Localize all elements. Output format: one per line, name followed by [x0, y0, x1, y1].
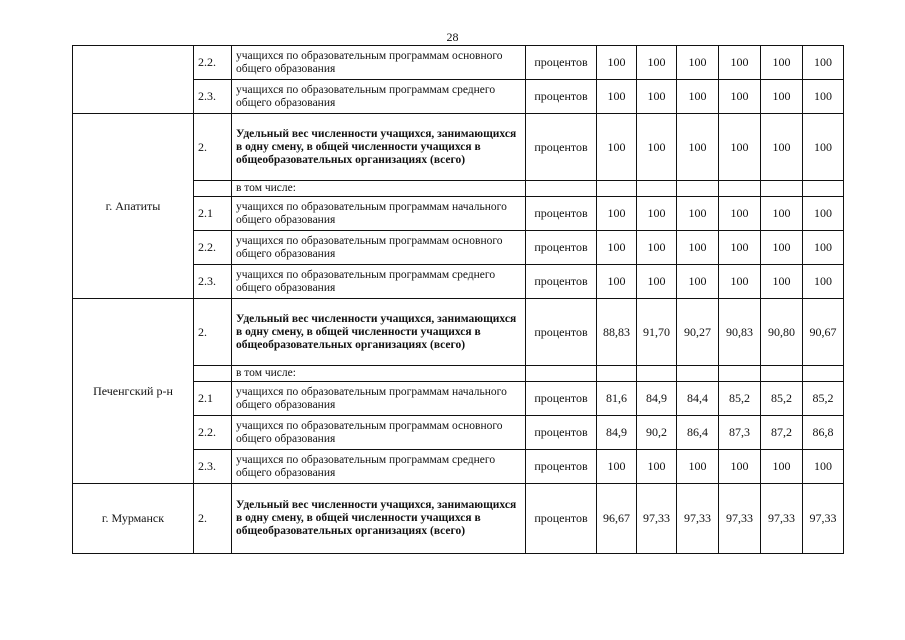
unit-cell: процентов: [526, 197, 597, 231]
value-cell: 90,67: [803, 299, 844, 366]
table-row: [73, 114, 844, 181]
value-cell: 100: [719, 197, 761, 231]
value-cell: 85,2: [803, 382, 844, 416]
value-cell: 97,33: [677, 484, 719, 554]
unit-cell: процентов: [526, 484, 597, 554]
unit-cell: процентов: [526, 46, 597, 80]
value-cell: 97,33: [719, 484, 761, 554]
value-cell: 86,8: [803, 416, 844, 450]
value-cell: 100: [761, 231, 803, 265]
value-cell: 100: [677, 197, 719, 231]
value-cell: [803, 366, 844, 382]
value-cell: 100: [719, 46, 761, 80]
value-cell: 100: [677, 114, 719, 181]
value-cell: 100: [803, 265, 844, 299]
item-description: учащихся по образовательным программам начального общего образования: [232, 382, 526, 416]
value-cell: 100: [719, 231, 761, 265]
value-cell: 100: [637, 46, 677, 80]
unit-cell: процентов: [526, 450, 597, 484]
value-cell: [597, 181, 637, 197]
value-cell: 100: [761, 46, 803, 80]
sub-label: в том числе:: [232, 366, 526, 382]
value-cell: 100: [803, 450, 844, 484]
value-cell: 90,83: [719, 299, 761, 366]
indicator-table: [72, 45, 844, 554]
value-cell: 100: [677, 231, 719, 265]
item-number: 2.: [194, 114, 232, 181]
value-cell: 100: [803, 197, 844, 231]
value-cell: 100: [719, 80, 761, 114]
item-number: [194, 366, 232, 382]
item-number: 2.: [194, 299, 232, 366]
value-cell: [719, 366, 761, 382]
value-cell: 100: [761, 114, 803, 181]
item-number: 2.3.: [194, 265, 232, 299]
item-description: Удельный вес численности учащихся, занимающихся в одну смену, в общей численности учащихся в общеобразовательных организациях (всего): [232, 114, 526, 181]
region-cell: [73, 46, 194, 114]
value-cell: 100: [803, 114, 844, 181]
item-number: 2.3.: [194, 450, 232, 484]
item-number: 2.2.: [194, 231, 232, 265]
value-cell: [803, 181, 844, 197]
value-cell: 100: [803, 231, 844, 265]
value-cell: [761, 366, 803, 382]
value-cell: 100: [803, 46, 844, 80]
item-description: учащихся по образовательным программам основного общего образования: [232, 46, 526, 80]
value-cell: 100: [637, 80, 677, 114]
item-number: 2.3.: [194, 80, 232, 114]
unit-cell: процентов: [526, 416, 597, 450]
sub-label: в том числе:: [232, 181, 526, 197]
value-cell: 100: [597, 80, 637, 114]
value-cell: 100: [637, 450, 677, 484]
value-cell: 96,67: [597, 484, 637, 554]
value-cell: 100: [719, 114, 761, 181]
region-cell: г. Мурманск: [73, 484, 194, 554]
value-cell: 90,27: [677, 299, 719, 366]
unit-cell: процентов: [526, 299, 597, 366]
unit-cell: процентов: [526, 80, 597, 114]
item-number: 2.1: [194, 382, 232, 416]
value-cell: 87,3: [719, 416, 761, 450]
unit-cell: процентов: [526, 231, 597, 265]
unit-cell: процентов: [526, 265, 597, 299]
value-cell: 100: [597, 46, 637, 80]
value-cell: 90,80: [761, 299, 803, 366]
value-cell: [637, 366, 677, 382]
page-number: 28: [446, 30, 459, 44]
item-description: учащихся по образовательным программам основного общего образования: [232, 231, 526, 265]
value-cell: 100: [761, 450, 803, 484]
unit-cell: процентов: [526, 382, 597, 416]
value-cell: 88,83: [597, 299, 637, 366]
region-cell: Печенгский р-н: [73, 299, 194, 484]
value-cell: [719, 181, 761, 197]
value-cell: 100: [677, 80, 719, 114]
item-description: учащихся по образовательным программам среднего общего образования: [232, 265, 526, 299]
table-row: [73, 484, 844, 554]
value-cell: 100: [637, 231, 677, 265]
value-cell: 97,33: [803, 484, 844, 554]
value-cell: [637, 181, 677, 197]
item-number: 2.: [194, 484, 232, 554]
value-cell: [677, 181, 719, 197]
value-cell: 100: [597, 197, 637, 231]
value-cell: 100: [803, 80, 844, 114]
item-description: Удельный вес численности учащихся, занимающихся в одну смену, в общей численности учащихся в общеобразовательных организациях (всего): [232, 299, 526, 366]
value-cell: [761, 181, 803, 197]
region-cell: г. Апатиты: [73, 114, 194, 299]
value-cell: 100: [677, 46, 719, 80]
unit-cell: [526, 366, 597, 382]
table-row: [73, 299, 844, 366]
unit-cell: процентов: [526, 114, 597, 181]
value-cell: 100: [597, 231, 637, 265]
item-description: учащихся по образовательным программам среднего общего образования: [232, 80, 526, 114]
value-cell: 91,70: [637, 299, 677, 366]
value-cell: 100: [719, 265, 761, 299]
value-cell: 97,33: [637, 484, 677, 554]
value-cell: 100: [637, 265, 677, 299]
value-cell: 90,2: [637, 416, 677, 450]
item-number: [194, 181, 232, 197]
item-number: 2.2.: [194, 46, 232, 80]
item-description: учащихся по образовательным программам начального общего образования: [232, 197, 526, 231]
value-cell: 100: [637, 114, 677, 181]
value-cell: 100: [677, 265, 719, 299]
value-cell: 100: [637, 197, 677, 231]
value-cell: 84,9: [637, 382, 677, 416]
item-number: 2.2.: [194, 416, 232, 450]
item-number: 2.1: [194, 197, 232, 231]
value-cell: 97,33: [761, 484, 803, 554]
value-cell: 100: [761, 80, 803, 114]
value-cell: 100: [597, 114, 637, 181]
value-cell: 85,2: [761, 382, 803, 416]
value-cell: 100: [677, 450, 719, 484]
value-cell: 84,9: [597, 416, 637, 450]
item-description: учащихся по образовательным программам среднего общего образования: [232, 450, 526, 484]
value-cell: 100: [761, 265, 803, 299]
value-cell: 81,6: [597, 382, 637, 416]
item-description: Удельный вес численности учащихся, занимающихся в одну смену, в общей численности учащихся в общеобразовательных организациях (всего): [232, 484, 526, 554]
value-cell: 87,2: [761, 416, 803, 450]
value-cell: 100: [597, 450, 637, 484]
value-cell: 85,2: [719, 382, 761, 416]
unit-cell: [526, 181, 597, 197]
item-description: учащихся по образовательным программам основного общего образования: [232, 416, 526, 450]
value-cell: 86,4: [677, 416, 719, 450]
value-cell: 84,4: [677, 382, 719, 416]
value-cell: [677, 366, 719, 382]
value-cell: 100: [597, 265, 637, 299]
value-cell: 100: [719, 450, 761, 484]
table-row: [73, 46, 844, 80]
value-cell: [597, 366, 637, 382]
value-cell: 100: [761, 197, 803, 231]
